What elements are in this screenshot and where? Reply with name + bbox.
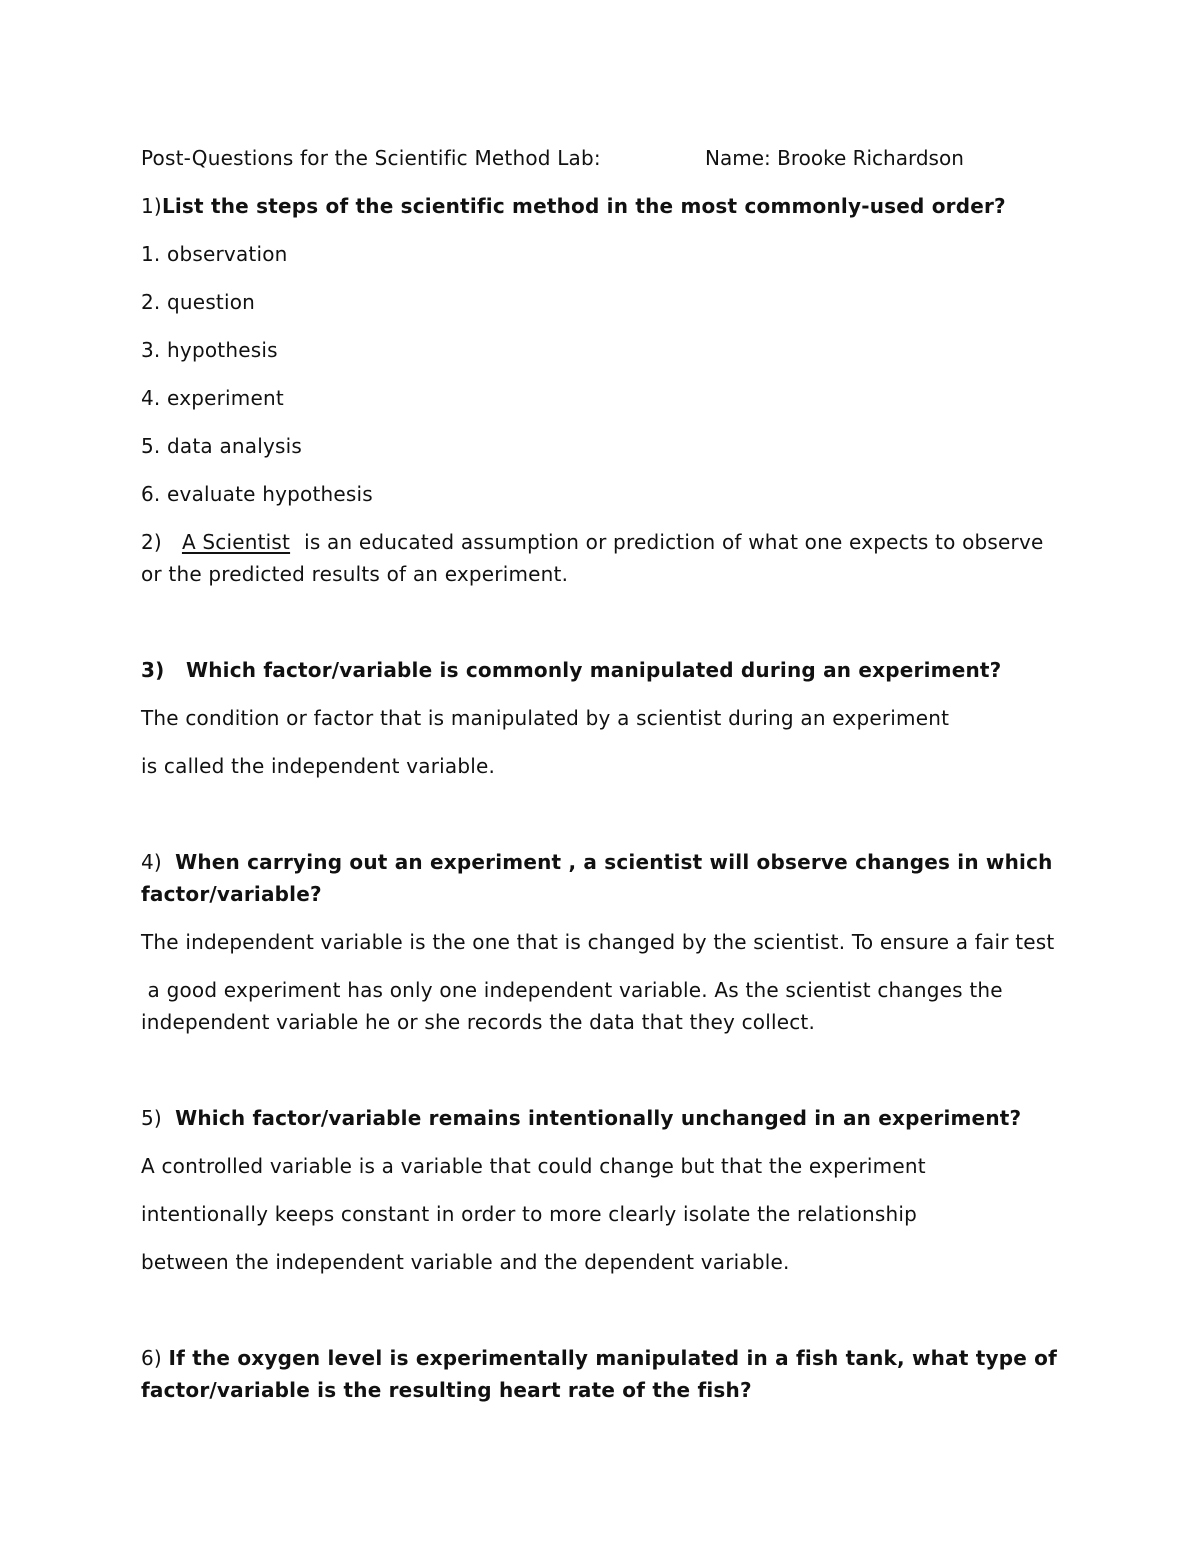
question-6-number: 6)	[141, 1346, 162, 1370]
question-5-line	[141, 1106, 1021, 1130]
question-4-answer-line-1: The independent variable is the one that is changed by the scientist. To ensure a fair test	[141, 930, 1055, 954]
question-1-number: 1)	[141, 194, 162, 218]
question-3-answer-line-2: is called the independent variable.	[141, 754, 496, 778]
question-2-line-1	[141, 530, 1044, 554]
step-2: 2. question	[141, 290, 256, 314]
question-1	[141, 194, 1006, 218]
student-name: Name: Brooke Richardson	[705, 146, 964, 170]
step-3: 3. hypothesis	[141, 338, 278, 362]
question-6-prompt: If the oxygen level is experimentally manipulated in a fish tank, what type of	[168, 1346, 1058, 1370]
question-5-number: 5)	[141, 1106, 162, 1130]
question-3-prompt: 3) Which factor/variable is commonly manipulated during an experiment?	[141, 658, 1002, 682]
question-5-answer-line-2: intentionally keeps constant in order to more clearly isolate the relationship	[141, 1202, 918, 1226]
question-4-answer-line-3: independent variable he or she records the data that they collect.	[141, 1010, 816, 1034]
question-3-answer-line-1: The condition or factor that is manipulated by a scientist during an experiment	[141, 706, 950, 730]
step-1: 1. observation	[141, 242, 288, 266]
question-5-prompt: Which factor/variable remains intentionally unchanged in an experiment?	[175, 1106, 1022, 1130]
question-5-answer-line-1: A controlled variable is a variable that could change but that the experiment	[141, 1154, 926, 1178]
question-4-line-2: factor/variable?	[141, 882, 322, 906]
question-4-line-1	[141, 850, 1053, 874]
question-2-statement: is an educated assumption or prediction of what one expects to observe	[304, 530, 1044, 554]
question-6-line-1	[141, 1346, 1057, 1370]
question-2-line-2: or the predicted results of an experiment.	[141, 562, 569, 586]
step-6: 6. evaluate hypothesis	[141, 482, 373, 506]
question-4-answer-line-2: a good experiment has only one independent variable. As the scientist changes the	[141, 978, 1003, 1002]
question-4-prompt: When carrying out an experiment , a scientist will observe changes in which	[175, 850, 1053, 874]
document-title: Post-Questions for the Scientific Method Lab:	[141, 146, 601, 170]
question-2-blank-answer: A Scientist	[181, 530, 291, 554]
question-4-number: 4)	[141, 850, 162, 874]
question-2-number: 2)	[141, 530, 162, 554]
step-5: 5. data analysis	[141, 434, 303, 458]
question-6-line-2: factor/variable is the resulting heart rate of the fish?	[141, 1378, 752, 1402]
step-4: 4. experiment	[141, 386, 284, 410]
question-5-answer-line-3: between the independent variable and the dependent variable.	[141, 1250, 790, 1274]
question-1-prompt: List the steps of the scientific method in the most commonly-used order?	[161, 194, 1006, 218]
